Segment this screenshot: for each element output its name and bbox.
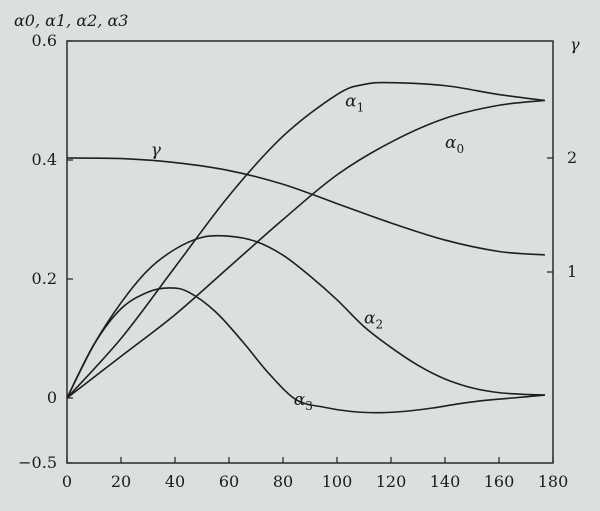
series-label-gamma: γ	[150, 140, 161, 161]
series-label-alpha3: $\alpha_3$	[293, 390, 313, 414]
x-tick-label: 120	[375, 472, 407, 491]
y-tick-label: −0.5	[18, 453, 57, 472]
y-tick-label: 0	[46, 388, 57, 407]
right-tick-label: 2	[567, 148, 578, 167]
left-axis-title: α0, α1, α2, α3	[14, 11, 129, 30]
y-tick-label: 0.2	[31, 269, 57, 288]
x-tick-label: 20	[110, 472, 132, 491]
x-tick-label: 40	[164, 472, 186, 491]
y-tick-label: 0.4	[31, 150, 57, 169]
series-label-alpha0: $\alpha_0$	[445, 133, 465, 157]
series-line-alpha0	[67, 101, 545, 399]
x-tick-label: 160	[483, 472, 515, 491]
x-tick-label: 80	[272, 472, 294, 491]
series-label-alpha2: $\alpha_2$	[364, 308, 384, 332]
x-tick-label: 180	[537, 472, 569, 491]
x-tick-label: 140	[429, 472, 461, 491]
series-line-gamma	[67, 158, 545, 255]
series-line-alpha3	[67, 288, 545, 413]
series-label-alpha1: $\alpha_1$	[345, 91, 365, 115]
y-tick-label: 0.6	[31, 31, 57, 50]
x-tick-label: 60	[218, 472, 240, 491]
series-group	[67, 83, 545, 413]
x-tick-label: 100	[321, 472, 353, 491]
right-axis-title: γ	[570, 35, 580, 54]
right-tick-label: 1	[567, 262, 578, 281]
series-line-alpha1	[67, 83, 545, 398]
x-tick-label: 0	[61, 472, 73, 491]
axis-ticks	[18, 31, 577, 491]
